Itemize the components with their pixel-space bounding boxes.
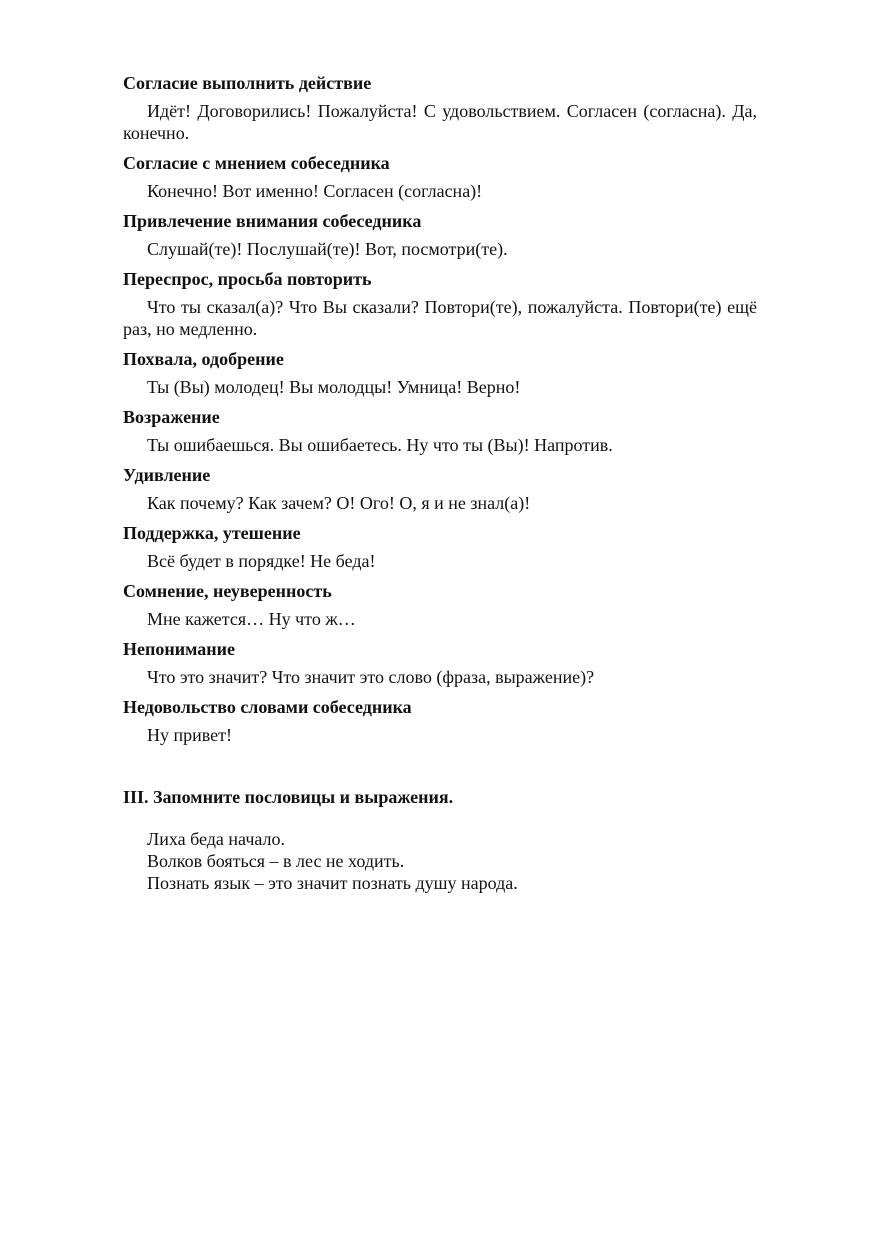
section-support [123, 522, 757, 572]
section-heading: Удивление [123, 465, 211, 485]
section-heading: Согласие с мнением собеседника [123, 153, 390, 173]
section-body: Что это значит? Что значит это слово (фраза, выражение)? [147, 667, 595, 687]
section-body: Ты (Вы) молодец! Вы молодцы! Умница! Верно! [147, 377, 521, 397]
part-three-heading: III. Запомните пословицы и выражения. [123, 787, 454, 807]
section-praise [123, 348, 757, 398]
section-repeat-request [123, 268, 757, 340]
section-agreement-action [123, 72, 757, 144]
section-body: Ты ошибаешься. Вы ошибаетесь. Ну что ты (Вы)! Напротив. [147, 435, 613, 455]
proverbs-list [147, 828, 757, 894]
section-body: Слушай(те)! Послушай(те)! Вот, посмотри(те). [147, 239, 508, 259]
section-heading: Поддержка, утешение [123, 523, 301, 543]
section-body: Всё будет в порядке! Не беда! [147, 551, 376, 571]
proverb-line: Волков бояться – в лес не ходить. [147, 851, 405, 871]
section-heading: Сомнение, неуверенность [123, 581, 332, 601]
section-misunderstanding [123, 638, 757, 688]
section-body: Мне кажется… Ну что ж… [147, 609, 356, 629]
section-objection [123, 406, 757, 456]
section-displeasure [123, 696, 757, 746]
section-doubt [123, 580, 757, 630]
section-heading: Недовольство словами собеседника [123, 697, 412, 717]
section-heading: Похвала, одобрение [123, 349, 284, 369]
section-heading: Согласие выполнить действие [123, 73, 372, 93]
document-page [123, 72, 757, 894]
section-body: Что ты сказал(а)? Что Вы сказали? Повтори(те), пожалуйста. Повтори(те) ещё раз, но медленно. [123, 297, 757, 339]
proverb-line: Лиха беда начало. [147, 829, 285, 849]
section-body: Конечно! Вот именно! Согласен (согласна)! [147, 181, 483, 201]
section-body: Идёт! Договорились! Пожалуйста! С удовольствием. Согласен (согласна). Да, конечно. [123, 101, 757, 143]
section-attention [123, 210, 757, 260]
section-heading: Возражение [123, 407, 220, 427]
section-heading: Привлечение внимания собеседника [123, 211, 422, 231]
section-heading: Непонимание [123, 639, 235, 659]
section-agreement-opinion [123, 152, 757, 202]
section-body: Ну привет! [147, 725, 233, 745]
section-surprise [123, 464, 757, 514]
proverb-line: Познать язык – это значит познать душу народа. [147, 873, 518, 893]
section-body: Как почему? Как зачем? О! Ого! О, я и не знал(а)! [147, 493, 531, 513]
section-heading: Переспрос, просьба повторить [123, 269, 372, 289]
